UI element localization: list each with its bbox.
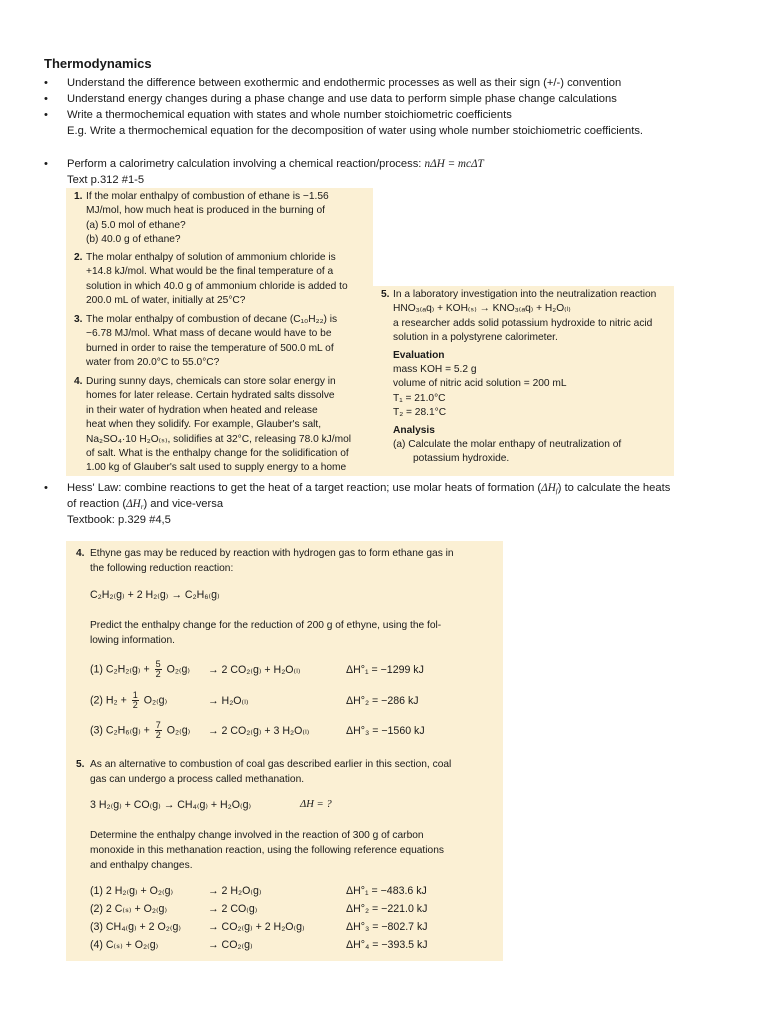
question-line: a researcher adds solid potassium hydroxide to nitric acid <box>393 317 653 329</box>
question-line: Ethyne gas may be reduced by reaction with hydrogen gas to form ethane gas in <box>90 548 454 559</box>
bullet-dot: • <box>44 93 48 105</box>
question-number: 5. <box>381 289 390 300</box>
analysis-line: potassium hydroxide. <box>413 453 510 465</box>
example-text: E.g. Write a thermochemical equation for the decomposition of water using whole number stoichiometric coefficients. <box>67 125 644 137</box>
question-line: of salt. What is the enthalpy change for the solidification of <box>86 448 349 460</box>
fraction <box>155 660 162 679</box>
bullet-dot: • <box>44 109 48 121</box>
question-line: solution in a polystyrene calorimeter. <box>393 332 558 344</box>
target-reaction: C₂H₂₍g₎ + 2 H₂₍g₎ → C₂H₆₍g₎ <box>90 589 220 601</box>
question-line: gas can undergo a process called methanation. <box>90 774 305 785</box>
analysis-heading: Analysis <box>393 424 435 436</box>
bullet-text: Understand the difference between exothermic and endothermic processes as well as their sign (+/-) convention <box>67 77 622 89</box>
analysis-line: (a) Calculate the molar enthapy of neutralization of <box>393 439 622 451</box>
target-enthalpy: ΔH = ? <box>300 799 332 810</box>
fraction <box>155 721 162 740</box>
question-line: the following reduction reaction: <box>90 563 234 574</box>
reference-equation-lhs: (3) CH₄₍g₎ + 2 O₂₍g₎ <box>90 921 181 933</box>
question-line: −6.78 MJ/mol. What mass of decane would have to be <box>86 328 332 340</box>
question-line: +14.8 kJ/mol. What would be the final temperature of a <box>86 266 334 278</box>
question-line: lowing information. <box>90 635 175 646</box>
evaluation-line: mass KOH = 5.2 g <box>393 364 477 376</box>
question-line: As an alternative to combustion of coal gas described earlier in this section, coal <box>90 759 452 770</box>
denominator: 2 <box>155 669 161 679</box>
enthalpy-value: ΔH°₄ = −393.5 kJ <box>346 939 428 951</box>
enthalpy-value: ΔH°₁ = −483.6 kJ <box>346 885 427 897</box>
question-body <box>86 190 329 248</box>
numerator: 5 <box>155 659 161 669</box>
reactant-o2: O₂₍g₎ <box>166 724 191 737</box>
question-line: in their water of hydration when heated and release <box>86 404 318 416</box>
reference-equation-2 <box>90 691 167 710</box>
question-line: monoxide in this methanation reaction, using the following reference equations <box>90 845 444 856</box>
evaluation-line: T₂ = 28.1°C <box>393 407 447 419</box>
question-line: In a laboratory investigation into the neutralization reaction <box>393 289 657 300</box>
question-line: (a) 5.0 mol of ethane? <box>86 219 186 231</box>
formation-symbol-text: ΔH <box>541 482 556 494</box>
reference-equation-1 <box>90 660 190 679</box>
question-line: water from 20.0°C to 55.0°C? <box>86 357 220 369</box>
question-line: Determine the enthalpy change involved in the reaction of 300 g of carbon <box>90 830 424 841</box>
enthalpy-value: ΔH°₃ = −1560 kJ <box>346 725 425 737</box>
reactant-o2: O₂₍g₎ <box>143 694 168 707</box>
bullet-text <box>67 156 484 172</box>
question-text <box>90 618 441 648</box>
products: → H₂O₍ₗ₎ <box>208 695 249 707</box>
question-number: 4. <box>74 376 83 387</box>
enthalpy-value: ΔH°₂ = −221.0 kJ <box>346 903 428 915</box>
bullet-dot: • <box>44 77 48 89</box>
bullet-text: Understand energy changes during a phase change and use data to perform simple phase change calculations <box>67 93 617 105</box>
reference-equation-lhs: (1) 2 H₂₍g₎ + O₂₍g₎ <box>90 885 174 897</box>
question-line: and enthalpy changes. <box>90 860 193 871</box>
products: → CO₂₍g₎ <box>208 939 253 951</box>
denominator: 2 <box>155 730 161 740</box>
products: → 2 CO₍g₎ <box>208 903 258 915</box>
question-line: heat when they solidify. For example, Glauber's salt, <box>86 419 322 431</box>
text-reference: Text p.312 #1-5 <box>67 174 145 186</box>
reference-equation-lhs: (4) C₍ₛ₎ + O₂₍g₎ <box>90 939 159 951</box>
question-line: MJ/mol, how much heat is produced in the burning of <box>86 205 325 217</box>
calorimetry-formula: nΔH = mcΔT <box>424 158 484 170</box>
evaluation-line: volume of nitric acid solution = 200 mL <box>393 378 567 390</box>
reactant-o2: O₂₍g₎ <box>166 663 191 676</box>
formation-symbol: $\Delta H_f$ <box>541 482 558 495</box>
question-number: 2. <box>74 252 83 263</box>
products: → 2 CO₂₍g₎ + H₂O₍ₗ₎ <box>208 664 301 676</box>
evaluation-heading: Evaluation <box>393 349 445 361</box>
question-body <box>90 757 451 787</box>
question-number: 5. <box>76 759 85 770</box>
question-number: 4. <box>76 548 85 559</box>
reactants: (1) C₂H₂₍g₎ + <box>90 663 150 676</box>
products: → 2 CO₂₍g₎ + 3 H₂O₍ₗ₎ <box>208 725 310 737</box>
question-text <box>90 828 444 873</box>
evaluation-line: T₁ = 21.0°C <box>393 392 446 404</box>
bullet-text: Write a thermochemical equation with states and whole number stoichiometric coefficients <box>67 109 512 121</box>
question-body <box>86 251 348 309</box>
question-number: 3. <box>74 314 83 325</box>
hess-text: ) and vice-versa <box>143 498 224 510</box>
question-line: 1.00 kg of Glauber's salt used to supply energy to a home <box>86 462 347 474</box>
numerator: 7 <box>155 720 161 730</box>
numerator: 1 <box>132 690 138 700</box>
products: → CO₂₍g₎ + 2 H₂O₍g₎ <box>208 921 305 933</box>
bullet-dot: • <box>44 158 48 170</box>
hess-text: ) to calculate the heats <box>557 482 671 494</box>
question-body <box>86 313 337 371</box>
reaction-symbol: $\Delta H_r$ <box>126 498 144 511</box>
question-number: 1. <box>74 191 83 202</box>
enthalpy-value: ΔH°₁ = −1299 kJ <box>346 664 424 676</box>
question-line: homes for later release. Certain hydrated salts dissolve <box>86 390 335 402</box>
hess-questions-image <box>66 541 503 961</box>
question-body <box>393 288 656 467</box>
question-line: 200.0 mL of water, initially at 25°C? <box>86 295 246 307</box>
question-body <box>90 546 454 576</box>
page-title: Thermodynamics <box>44 56 152 71</box>
reactants: (3) C₂H₆₍g₎ + <box>90 724 150 737</box>
target-reaction: 3 H₂₍g₎ + CO₍g₎ → CH₄₍g₎ + H₂O₍g₎ <box>90 799 252 811</box>
question-line: The molar enthalpy of combustion of decane (C₁₀H₂₂) is <box>86 314 338 325</box>
reactants: (2) H₂ + <box>90 694 127 707</box>
bullet-dot: • <box>44 482 48 494</box>
question-line: Predict the enthalpy change for the reduction of 200 g of ethyne, using the fol- <box>90 620 442 631</box>
question-line: burned in order to raise the temperature of 500.0 mL of <box>86 342 334 354</box>
question-line: HNO₃₍ₐq₎ + KOH₍ₛ₎ → KNO₃₍ₐq₎ + H₂O₍ₗ₎ <box>393 303 571 315</box>
enthalpy-value: ΔH°₂ = −286 kJ <box>346 695 419 707</box>
hess-text: Hess' Law: combine reactions to get the heat of a target reaction; use molar heats of formation ( <box>67 482 542 494</box>
text-reference: Textbook: p.329 #4,5 <box>67 514 171 526</box>
denominator: 2 <box>132 700 138 710</box>
reference-equation-lhs: (2) 2 C₍ₛ₎ + O₂₍g₎ <box>90 903 168 915</box>
question-line: (b) 40.0 g of ethane? <box>86 234 181 246</box>
question-body <box>86 375 351 476</box>
question-line: solution in which 40.0 g of ammonium chloride is added to <box>86 280 348 292</box>
calorimetry-text: Perform a calorimetry calculation involving a chemical reaction/process: <box>67 158 425 170</box>
question-line: If the molar enthalpy of combustion of ethane is −1.56 <box>86 191 329 202</box>
question-line: The molar enthalpy of solution of ammonium chloride is <box>86 252 336 263</box>
question-line: Na₂SO₄·10 H₂O₍ₛ₎, solidifies at 32°C, releasing 78.0 kJ/mol <box>86 433 352 445</box>
fraction <box>132 691 139 710</box>
reaction-symbol-text: ΔH <box>126 498 141 510</box>
question-line: During sunny days, chemicals can store solar energy in <box>86 376 336 387</box>
enthalpy-value: ΔH°₃ = −802.7 kJ <box>346 921 428 933</box>
hess-text: of reaction ( <box>67 498 127 510</box>
reference-equation-3 <box>90 721 190 740</box>
products: → 2 H₂O₍g₎ <box>208 885 262 897</box>
